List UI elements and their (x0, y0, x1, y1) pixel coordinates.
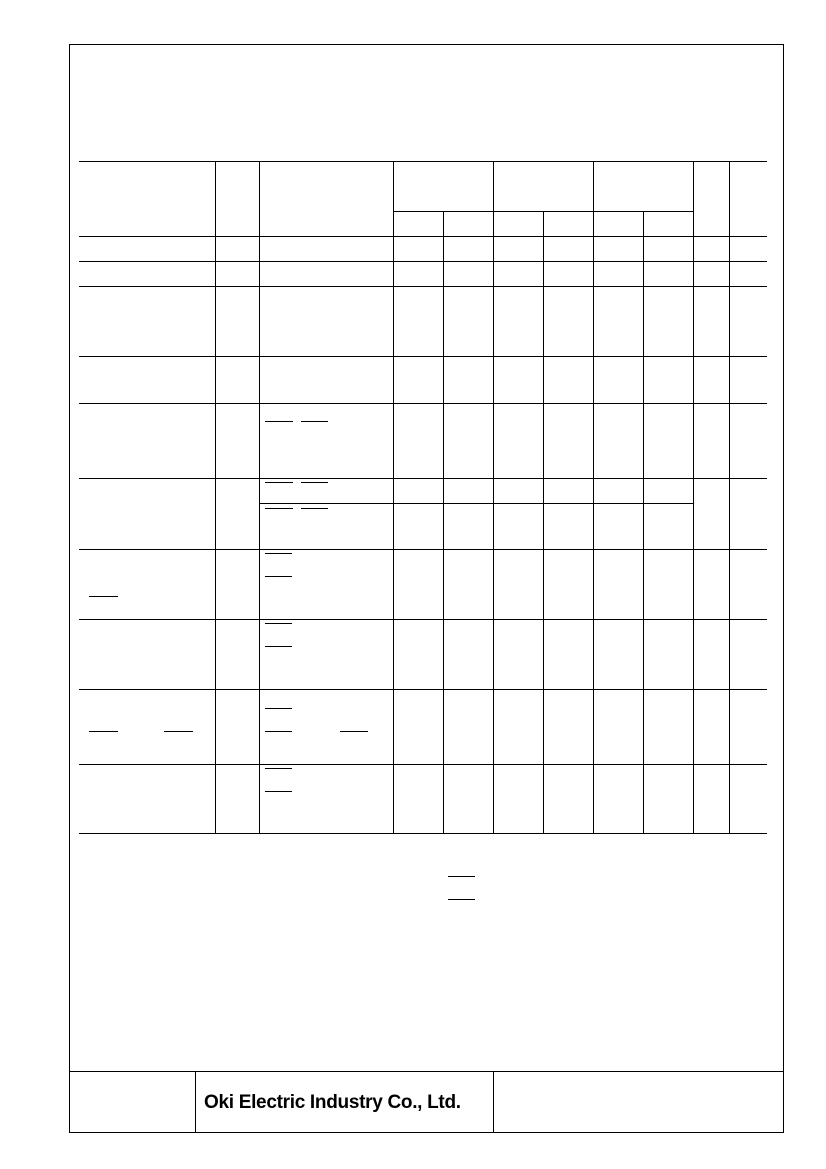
table-row-divider (79, 689, 767, 690)
table-bottom-rule (79, 833, 767, 834)
overbar-mark (164, 731, 193, 732)
overbar-mark (265, 553, 292, 554)
overbar-mark (301, 421, 328, 422)
overbar-mark (265, 708, 292, 709)
footer-divider (493, 1071, 494, 1133)
overbar-mark (265, 576, 292, 577)
overbar-mark (265, 623, 292, 624)
column-divider (443, 211, 444, 833)
column-divider (259, 161, 260, 833)
column-divider (543, 211, 544, 833)
table-row-divider (79, 478, 767, 479)
column-divider (393, 161, 394, 833)
overbar-mark (265, 731, 292, 732)
overbar-mark (265, 421, 293, 422)
column-divider (643, 211, 644, 833)
table-top-rule (79, 161, 767, 162)
column-divider (729, 161, 730, 833)
overbar-mark (301, 482, 328, 483)
table-row-divider (79, 619, 767, 620)
overbar-mark (301, 508, 328, 509)
page-frame (69, 44, 784, 1133)
overbar-mark (89, 731, 118, 732)
table-subrow-divider (259, 503, 693, 504)
column-divider (693, 161, 694, 833)
overbar-mark (448, 899, 475, 900)
overbar-mark (448, 876, 475, 877)
footer-top-rule (69, 1071, 784, 1072)
table-row-divider (79, 286, 767, 287)
table-row-divider (79, 403, 767, 404)
table-row-divider (79, 236, 767, 237)
overbar-mark (265, 482, 293, 483)
table-row-divider (79, 549, 767, 550)
footer-divider (195, 1071, 196, 1133)
overbar-mark (265, 768, 292, 769)
column-divider (493, 161, 494, 833)
overbar-mark (89, 596, 118, 597)
table-row-divider (79, 764, 767, 765)
table-row-divider (79, 261, 767, 262)
overbar-mark (265, 791, 292, 792)
table-row-divider (79, 356, 767, 357)
overbar-mark (265, 508, 293, 509)
company-name: Oki Electric Industry Co., Ltd. (204, 1092, 461, 1113)
column-divider (593, 161, 594, 833)
column-divider (215, 161, 216, 833)
overbar-mark (340, 731, 368, 732)
overbar-mark (265, 646, 292, 647)
